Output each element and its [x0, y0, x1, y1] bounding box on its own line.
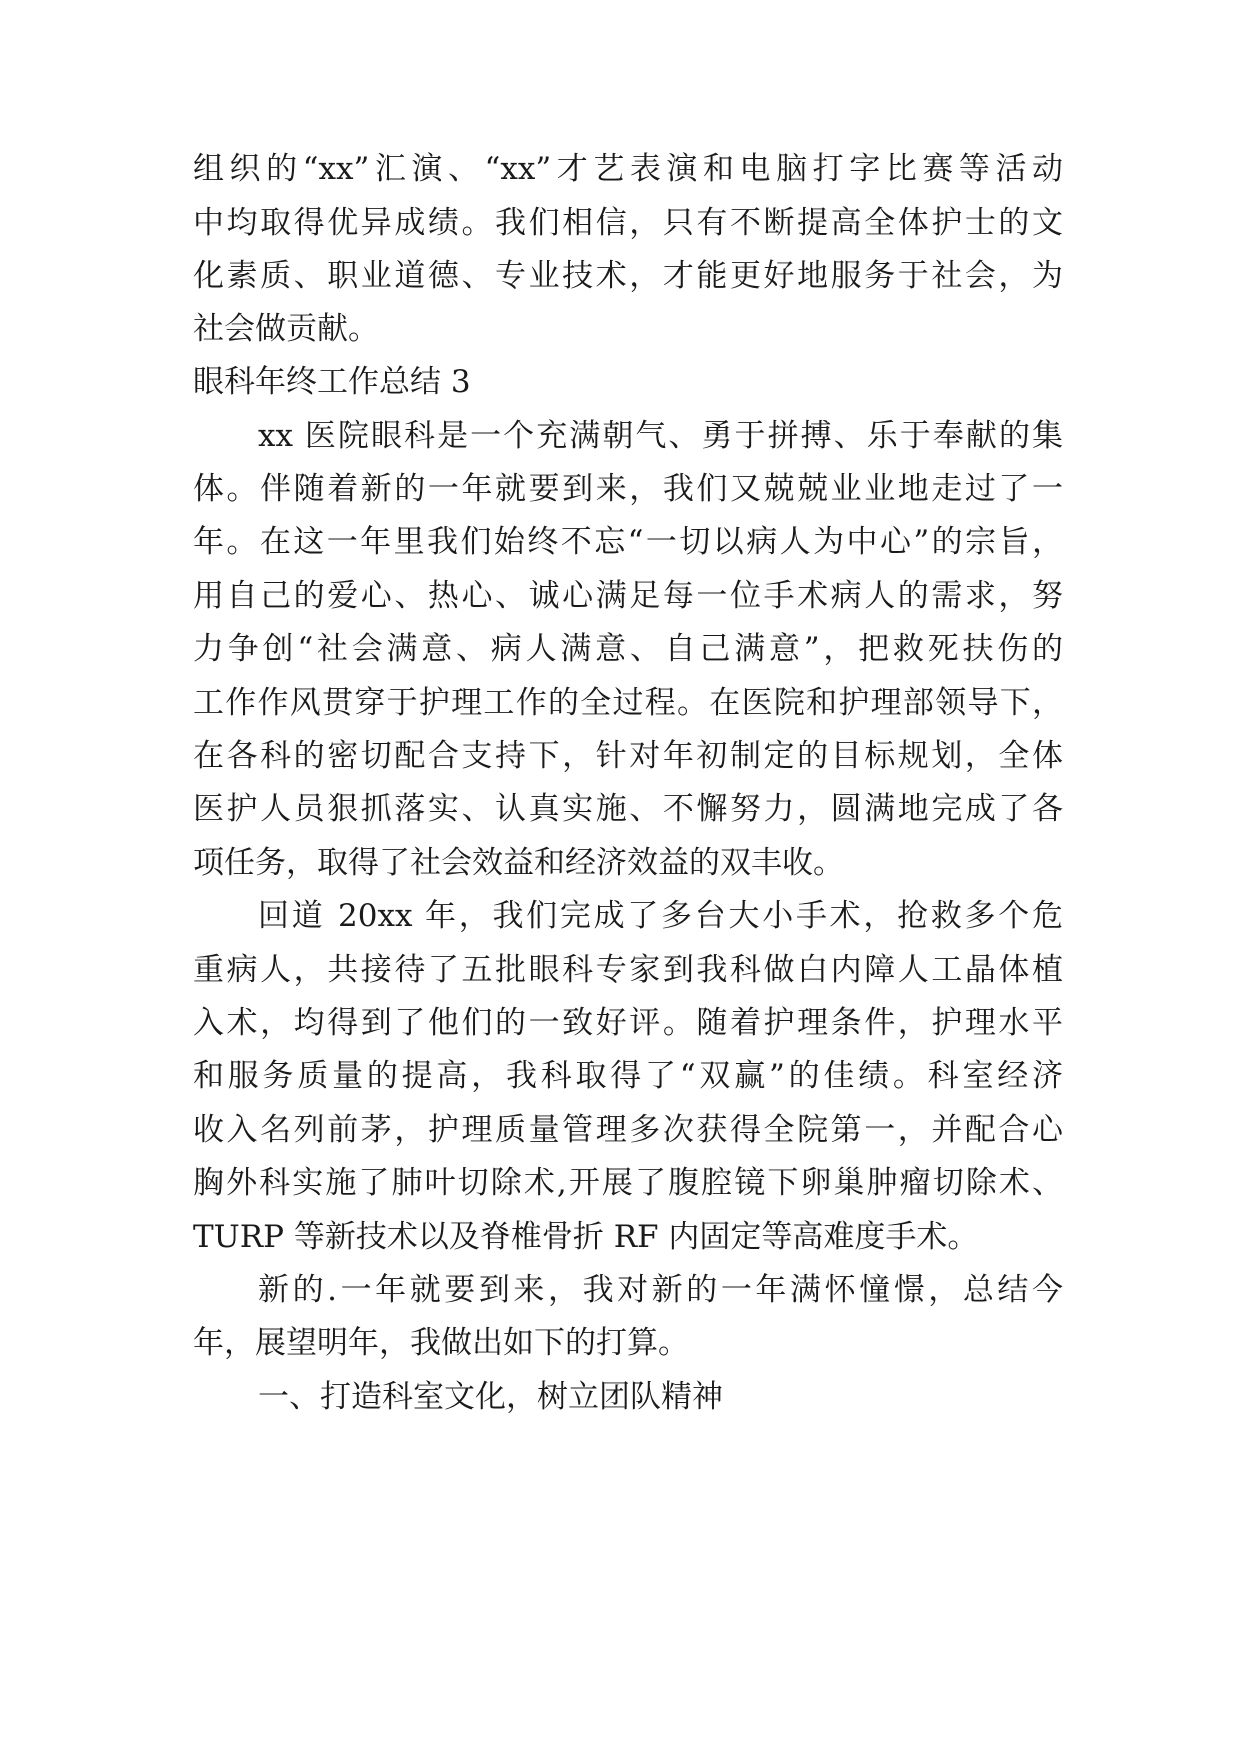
text-line: 工作作风贯穿于护理工作的全过程。在医院和护理部领导下， [193, 685, 1063, 721]
text-line: 医护人员狠抓落实、认真实施、不懈努力，圆满地完成了各 [193, 791, 1063, 827]
section-heading: 眼科年终工作总结 3 [193, 364, 471, 400]
text-line: 年。在这一年里我们始终不忘“一切以病人为中心”的宗旨， [193, 524, 1063, 560]
text-line: 重病人，共接待了五批眼科专家到我科做白内障人工晶体植 [193, 952, 1063, 988]
text-line: TURP 等新技术以及脊椎骨折 RF 内固定等高难度手术。 [193, 1219, 979, 1255]
subheading: 一、打造科室文化，树立团队精神 [258, 1379, 723, 1415]
text-line: 用自己的爱心、热心、诚心满足每一位手术病人的需求，努 [193, 578, 1063, 614]
text-line: 和服务质量的提高，我科取得了“双赢”的佳绩。科室经济 [193, 1058, 1063, 1094]
text-line: 收入名列前茅，护理质量管理多次获得全院第一，并配合心 [193, 1112, 1063, 1148]
text-line: xx 医院眼科是一个充满朝气、勇于拼搏、乐于奉献的集 [258, 418, 1063, 454]
text-line: 力争创“社会满意、病人满意、自己满意”，把救死扶伤的 [193, 631, 1063, 667]
text-line: 年，展望明年，我做出如下的打算。 [193, 1325, 689, 1361]
text-line: 社会做贡献。 [193, 311, 379, 347]
text-line: 化素质、职业道德、专业技术，才能更好地服务于社会，为 [193, 258, 1063, 294]
text-line: 组织的“xx”汇演、“xx”才艺表演和电脑打字比赛等活动 [193, 151, 1063, 187]
text-line: 回道 20xx 年，我们完成了多台大小手术，抢救多个危 [258, 898, 1063, 934]
text-line: 项任务，取得了社会效益和经济效益的双丰收。 [193, 845, 844, 881]
text-line: 胸外科实施了肺叶切除术,开展了腹腔镜下卵巢肿瘤切除术、 [193, 1165, 1063, 1201]
text-line: 在各科的密切配合支持下，针对年初制定的目标规划，全体 [193, 738, 1063, 774]
text-line: 入术，均得到了他们的一致好评。随着护理条件，护理水平 [193, 1005, 1063, 1041]
text-line: 新的.一年就要到来，我对新的一年满怀憧憬，总结今 [258, 1272, 1063, 1308]
text-line: 中均取得优异成绩。我们相信，只有不断提高全体护士的文 [193, 205, 1063, 241]
text-line: 体。伴随着新的一年就要到来，我们又兢兢业业地走过了一 [193, 471, 1063, 507]
